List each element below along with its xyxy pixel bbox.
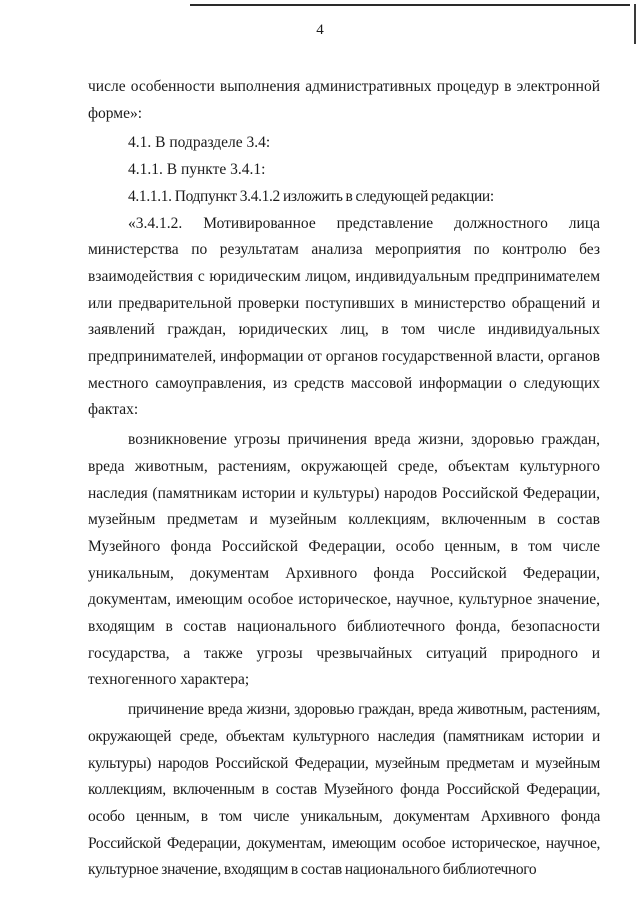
paragraph-threat-list-item: возникновение угрозы причинения вреда жизни, здоровью граждан, вреда животным, растениям, окружающей среде, объектам культурного наследия (памятникам истории и культуры) народов Российской Федерации, музейным предметам и музейным коллекциям, включенным в состав Музейного фонда Российской Федерации, особо ценным, в том числе уникальным, документам Архивного фонда Российской Федерации, документам, имеющим особое историческое, научное, культурное значение, входящим в состав национального библиотечного фонда, безопасности государства, а также угрозы чрезвычайных ситуаций природного и техногенного характера; <box>88 431 600 689</box>
paragraph-harm-list-item: причинение вреда жизни, здоровью граждан, вреда животным, растениям, окружающей среде, объектам культурного наследия (памятникам истории и культуры) народов Российской Федерации, музейным предметам и музейным коллекциям, включенным в состав Музейного фонда Российской Федерации, особо ценным, в том числе уникальным, документам Архивного фонда Российской Федерации, документам, имеющим особое историческое, научное, культурное значение, входящим в состав национального библиотечного <box>88 701 600 879</box>
paragraph-continuation: числе особенности выполнения административных процедур в электронной форме»: <box>88 78 600 122</box>
paragraph-item-4-1-1-1: 4.1.1.1. Подпункт 3.4.1.2 изложить в следующей редакции: <box>128 187 494 205</box>
paragraph-item-4-1: 4.1. В подразделе 3.4: <box>128 134 271 152</box>
page-number: 4 <box>316 22 324 38</box>
document-body <box>88 74 600 884</box>
paragraph-item-4-1-1: 4.1.1. В пункте 3.4.1: <box>128 161 266 179</box>
paragraph-quoted-3-4-1-2: «3.4.1.2. Мотивированное представление должностного лица министерства по результатам анализа мероприятия по контролю без взаимодействия с юридическим лицом, индивидуальным предпринимателем или предварительной проверки поступивших в министерство обращений и заявлений граждан, юридических лиц, в том числе индивидуальных предпринимателей, информации от органов государственной власти, органов местного самоуправления, из средств массовой информации о следующих фактах: <box>88 214 600 419</box>
scan-border-top <box>190 4 630 6</box>
